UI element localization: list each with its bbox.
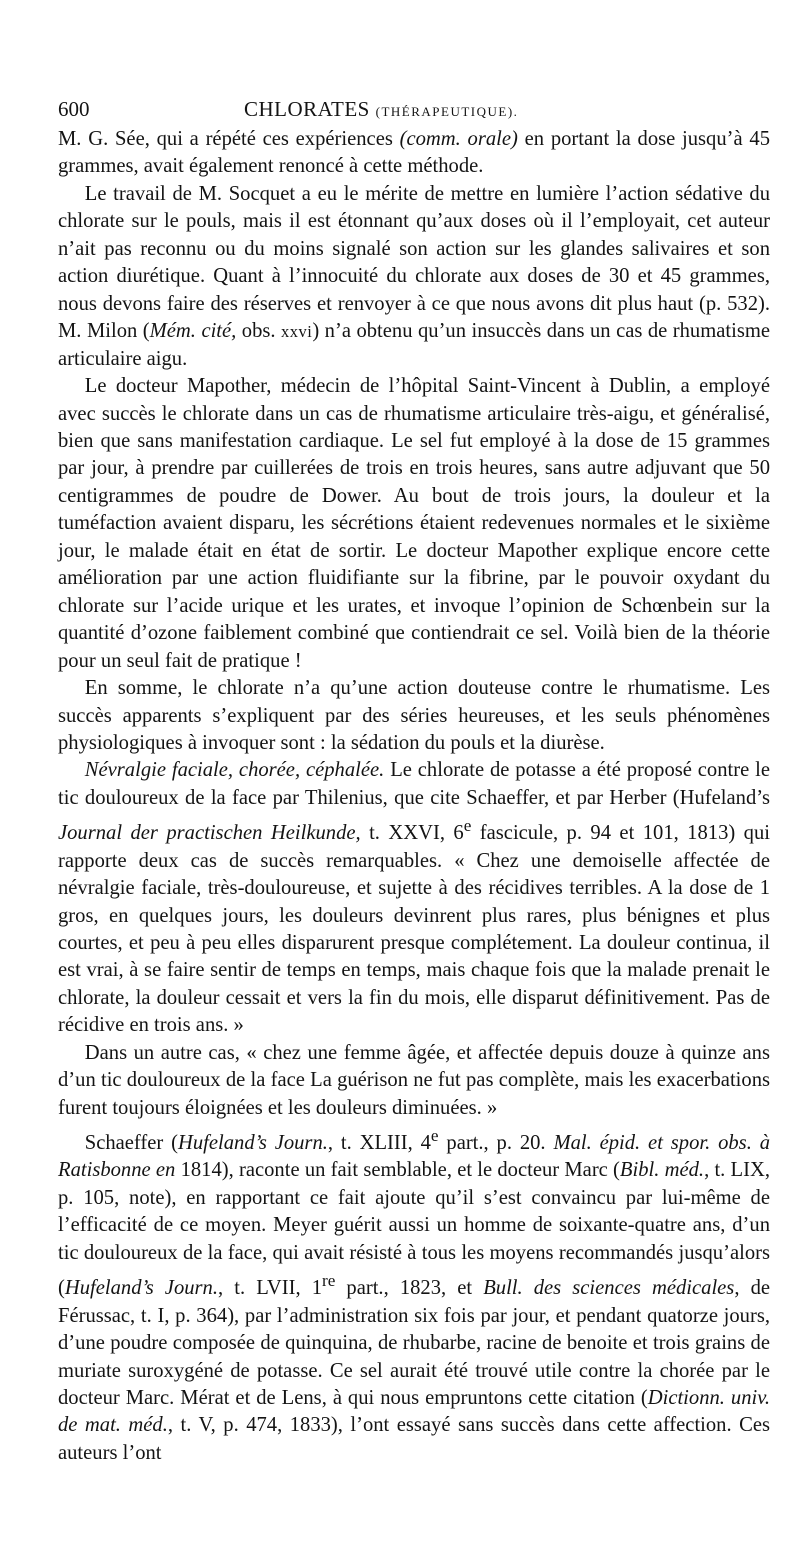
superscript: re <box>322 1271 336 1291</box>
italic-run: Mal. épid. et spor. obs. à Ratisbonne en <box>58 1132 770 1182</box>
italic-run: Journal der practischen Heilkunde, <box>58 822 361 845</box>
text-run: Le docteur Mapother, médecin de l’hôpital Saint-Vincent à Dublin, a employé avec succès le chlorate dans un cas de rhumatisme articulaire très-aigu, et généralisé, bien que sans manifestation cardiaque. Le sel fut employé à la dose de 15 grammes par jour, à prendre par cuillerées de trois en trois heures, sans autre adjuvant que 50 centigrammes de poudre de Dower. Au bout de trois jours, la douleur et la tuméfaction avaient disparu, les sécrétions étaient redevenues normales et le sixième jour, le malade était en état de sortir. Le docteur Mapother explique encore cette amélioration par une action fluidifiante sur la fibrine, par le pouvoir oxydant du chlorate sur l’acide urique et les urates, et invoque l’opinion de Schœnbein sur la quantité d’ozone faiblement combiné que contiendrait ce sel. Voilà bien de la théorie pour un seul fait de pratique ! <box>58 375 770 672</box>
italic-run: Mém. cité, <box>149 320 237 343</box>
italic-run: Bull. des sciences médicales <box>483 1277 735 1300</box>
text-run: , t. LVII, 1 <box>218 1277 322 1300</box>
small-caps-run: xxvi <box>281 322 313 342</box>
text-run: en portant la dose jusqu’à 45 grammes, avait également renoncé à cette méthode. <box>58 128 770 178</box>
paragraph-6 <box>58 1040 770 1122</box>
superscript: e <box>463 816 472 836</box>
text-run: Le chlorate de potasse a été proposé contre le tic douloureux de la face par Thilenius, que cite Schaeffer, et par Herber (Hufeland’s <box>58 759 770 809</box>
text-run: obs. <box>236 320 282 343</box>
text-run: ) n’a obtenu qu’un insuccès dans un cas de rhumatisme articulaire aigu. <box>58 320 770 370</box>
italic-run: Hufeland’s Journ. <box>177 1132 328 1155</box>
italic-run: Dictionn. univ. de mat. méd. <box>58 1386 770 1437</box>
paragraph-4 <box>58 675 770 757</box>
paragraph-5 <box>58 757 770 1039</box>
text-run: , de Férussac, t. I, p. 364), par l’administration six fois par jour, et pendant quatorze jours, d’une poudre composée de quinquina, de rhubarbe, racine de benoite et trois grains de muriate suroxygéné de potasse. Ce sel aurait été trouvé utile contre la chorée par le docteur Marc. Mérat et de Lens, à qui nous empruntons cette citation ( <box>58 1277 770 1409</box>
superscript: e <box>430 1126 439 1146</box>
text-run: part., p. 20. <box>438 1132 554 1155</box>
text-run: 1814), raconte un fait semblable, et le docteur Marc ( <box>175 1159 620 1182</box>
paragraph-7 <box>58 1122 770 1467</box>
book-page <box>58 92 770 1467</box>
text-run: , t. XLIII, 4 <box>327 1132 431 1155</box>
text-run: M. G. Sée, qui a répété ces expériences <box>58 128 400 150</box>
body-text <box>58 126 770 1467</box>
text-run: Dans un autre cas, « chez une femme âgée, et affectée depuis douze à quinze ans d’un tic douloureux de la face La guérison ne fut pas complète, mais les exacerbations furent toujours éloignées et les douleurs diminuées. » <box>58 1041 770 1119</box>
italic-run: Bibl. méd. <box>619 1159 705 1182</box>
paragraph-1 <box>58 126 770 181</box>
paragraph-2 <box>58 181 770 373</box>
running-header <box>58 92 770 126</box>
page-number: 600 <box>58 97 90 121</box>
text-run: part., 1823, et <box>335 1277 484 1300</box>
text-run: , t. LIX, p. 105, note), en rapportant ce fait ajoute qu’il s’est convaincu par lui-même de l’efficacité de ce moyen. Meyer guérit aussi un homme de soixante-quatre ans, d’un tic douloureux de la face, qui avait résisté à tous les moyens recommandés jusqu’alors ( <box>58 1159 771 1300</box>
text-run: Schaeffer ( <box>84 1132 178 1155</box>
paragraph-3 <box>58 373 770 675</box>
text-run: En somme, le chlorate n’a qu’une action douteuse contre le rhumatisme. Les succès apparents s’expliquent par des séries heureuses, et les seuls phénomènes physiologiques à invoquer sont : la sédation du pouls et la diurèse. <box>58 677 770 754</box>
text-run: t. XXVI, 6 <box>360 822 464 845</box>
running-title-main: CHLORATES <box>244 97 370 121</box>
text-run: fascicule, p. 94 et 101, 1813) qui rapporte deux cas de succès remarquables. « Chez une demoiselle affectée de névralgie faciale, très-douloureuse, et sujette à des récidives terribles. A la dose de 1 gros, en quelques jours, les douleurs devinrent plus rares, plus bénignes et plus courtes, et peu à peu elles disparurent presque complétement. La douleur continua, il est vrai, à se faire sentir de temps en temps, mais chaque fois que la malade prenait le chlorate, la douleur cessait et vers la fin du mois, elle disparut définitivement. Pas de récidive en trois ans. » <box>58 822 770 1037</box>
running-title-subtitle: (THÉRAPEUTIQUE). <box>375 104 519 119</box>
section-heading-italic: Névralgie faciale, chorée, céphalée. <box>84 759 385 782</box>
running-title <box>244 92 518 129</box>
italic-run: (comm. orale) <box>399 128 518 150</box>
text-run: , t. V, p. 474, 1833), l’ont essayé sans succès dans cette affection. Ces auteurs l’ont <box>58 1414 770 1464</box>
italic-run: Hufeland’s Journ. <box>64 1277 218 1300</box>
text-run: Le travail de M. Socquet a eu le mérite de mettre en lumière l’action sédative du chlorate sur le pouls, mais il est étonnant qu’aux doses où il l’employait, cet auteur n’ait pas reconnu ou du moins signalé son action sur les glandes salivaires et son action diurétique. Quant à l’innocuité du chlorate aux doses de 30 et 45 grammes, nous devons faire des réserves et renvoyer à ce que nous avons dit plus haut (p. 532). M. Milon ( <box>58 182 770 343</box>
